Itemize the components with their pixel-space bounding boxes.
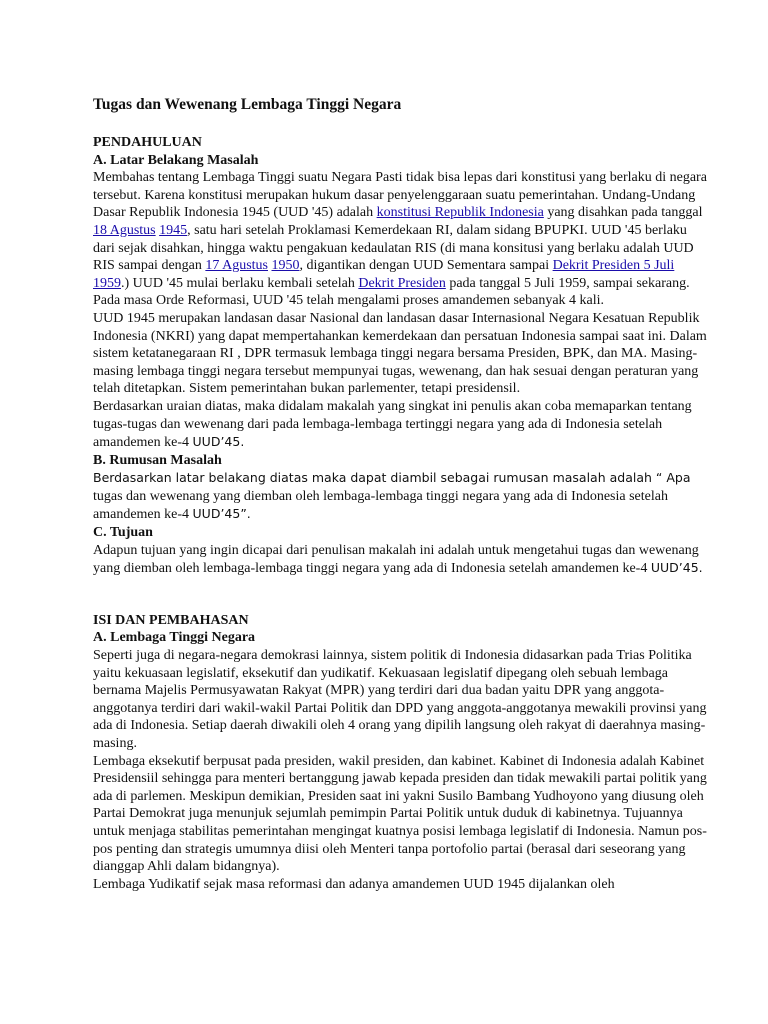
section-heading-pendahuluan: PENDAHULUAN — [93, 135, 202, 150]
text-run: , satu hari setelah Proklamasi Kemerdekaan RI, dalam sidang BPUPKI. UUD '45 berlaku dari sejak disahkan, hingga waktu pengakuan kedaulatan RIS (di mana konsitusi yang berlaku adalah UUD RIS sampai dengan — [93, 222, 694, 274]
subheading-latar-belakang: A. Latar Belakang Masalah — [93, 152, 259, 168]
paragraph-rumusan-masalah — [93, 469, 708, 524]
text-run: .) UUD '45 mulai berlaku kembali setelah — [121, 275, 359, 291]
paragraph-isi-1: Seperti juga di negara-negara demokrasi lainnya, sistem politik di Indonesia didasarkan pada Trias Politika yaitu kekuasaan legislatif, eksekutif dan yudikatif. Kekuasaan legislatif dipegang oleh sebuah lembaga bernama Majelis Permusyawatan Rakyat (MPR) yang terdiri dari dua badan yaitu DPR yang anggota-anggotanya terdiri dari wakil-wakil Partai Politik dan DPD yang anggota-anggotanya mewakili provinsi yang ada di Indonesia. Setiap daerah diwakili oleh 4 orang yang dipilih langsung oleh rakyat di daerahnya masing-masing. — [93, 648, 707, 751]
link-dekrit-presiden-5-juli-1959[interactable]: Dekrit Presiden 5 Juli 1959 — [93, 258, 675, 291]
paragraph-tujuan — [93, 542, 708, 578]
link-17-agustus[interactable]: 17 Agustus — [205, 258, 268, 274]
text-run: , digantikan dengan UUD Sementara sampai — [299, 258, 553, 274]
subheading-rumusan-masalah: B. Rumusan Masalah — [93, 452, 222, 468]
text-run: pada tanggal 5 Juli 1959, sampai sekarang. Pada masa Orde Reformasi, UUD '45 telah mengalami proses amandemen sebanyak 4 kali. — [93, 275, 690, 309]
text-run-uud45: UUD’45. — [650, 560, 703, 576]
paragraph-latar-belakang-2: UUD 1945 merupakan landasan dasar Nasional dan landasan dasar Internasional Negara Kesatuan Republik Indonesia (NKRI) yang dapat mempertahankan kemerdekaan dan persatuan Indonesia sampai saat ini. Dalam sistem ketatanegaraan RI , DPR termasuk lembaga tinggi negara bersama Presiden, BPK, dan MA. Masing-masing lembaga tinggi negara tersebut mempunyai tugas, wewenang, dan hak sesuai dengan peraturan yang telah ditetapkan. Sistem pemerintahan bukan parlementer, tetapi presidensil. — [93, 310, 707, 397]
paragraph-latar-belakang-1 — [93, 169, 708, 310]
link-dekrit-presiden[interactable]: Dekrit Presiden — [358, 275, 446, 291]
paragraph-isi-3: Lembaga Yudikatif sejak masa reformasi dan adanya amandemen UUD 1945 dijalankan oleh — [93, 876, 615, 892]
link-konstitusi-republik-indonesia[interactable]: konstitusi Republik Indonesia — [376, 205, 544, 221]
text-run: Membahas tentang Lembaga Tinggi suatu Negara Pasti tidak bisa lepas dari konstitusi yang berlaku di negara tersebut. Karena konstitusi merupakan hukum dasar penyelenggaraan suatu pemerintahan. Undang-Undang Dasar Republik Indonesia 1945 (UUD '45) adalah — [93, 170, 707, 221]
link-18-agustus[interactable]: 18 Agustus — [93, 222, 156, 238]
text-run-uud45: UUD’45. — [192, 434, 245, 450]
paragraph-isi-2: Lembaga eksekutif berpusat pada presiden, wakil presiden, dan kabinet. Kabinet di Indonesia adalah Kabinet Presidensiil sehingga para menteri bertanggung jawab kepada presiden dan tidak mewakili partai politik yang ada di parlemen. Meskipun demikian, Presiden saat ini yakni Susilo Bambang Yudhoyono yang diusung oleh Partai Demokrat juga menunjuk sejumlah pemimpin Partai Politik untuk duduk di kabinetnya. Tujuannya untuk menjaga stabilitas pemerintahan mengingat kuatnya posisi lembaga legislatif di Indonesia. Namun pos-pos penting dan strategis umumnya diisi oleh Menteri tanpa portofolio partai (berasal dari seseorang yang dianggap Ahli dalam bidangnya). — [93, 753, 707, 875]
link-1950[interactable]: 1950 — [271, 258, 300, 274]
paragraph-latar-belakang-3 — [93, 398, 708, 452]
section-heading-isi: ISI DAN PEMBAHASAN — [93, 612, 249, 628]
subheading-tujuan: C. Tujuan — [93, 525, 153, 541]
link-1945[interactable]: 1945 — [159, 222, 188, 238]
text-run: Berdasarkan uraian diatas, maka didalam makalah yang singkat ini penulis akan coba memaparkan tentang tugas-tugas dan wewenang dari pada lembaga-lembaga tertinggi negara yang ada di Indonesia setelah amandemen ke-4 — [93, 398, 692, 451]
text-run-uud45: UUD’45”. — [192, 506, 251, 522]
text-run: Adapun tujuan yang ingin dicapai dari penulisan makalah ini adalah untuk mengetahui tugas dan wewenang yang diemban oleh lembaga-lembaga tinggi negara yang ada di Indonesia setelah amandemen ke-4 — [93, 542, 699, 577]
text-run: yang disahkan pada tanggal — [543, 205, 703, 221]
section-spacer — [93, 578, 708, 612]
text-run-lead: Berdasarkan latar belakang diatas maka dapat diambil sebagai rumusan masalah adalah “ Apa — [93, 470, 691, 486]
subheading-lembaga-tinggi-negara: A. Lembaga Tinggi Negara — [93, 630, 256, 646]
document-title: Tugas dan Wewenang Lembaga Tinggi Negara — [93, 96, 402, 113]
text-run: tugas dan wewenang yang diemban oleh lembaga-lembaga tinggi negara yang ada di Indonesia setelah amandemen ke-4 — [93, 488, 668, 523]
